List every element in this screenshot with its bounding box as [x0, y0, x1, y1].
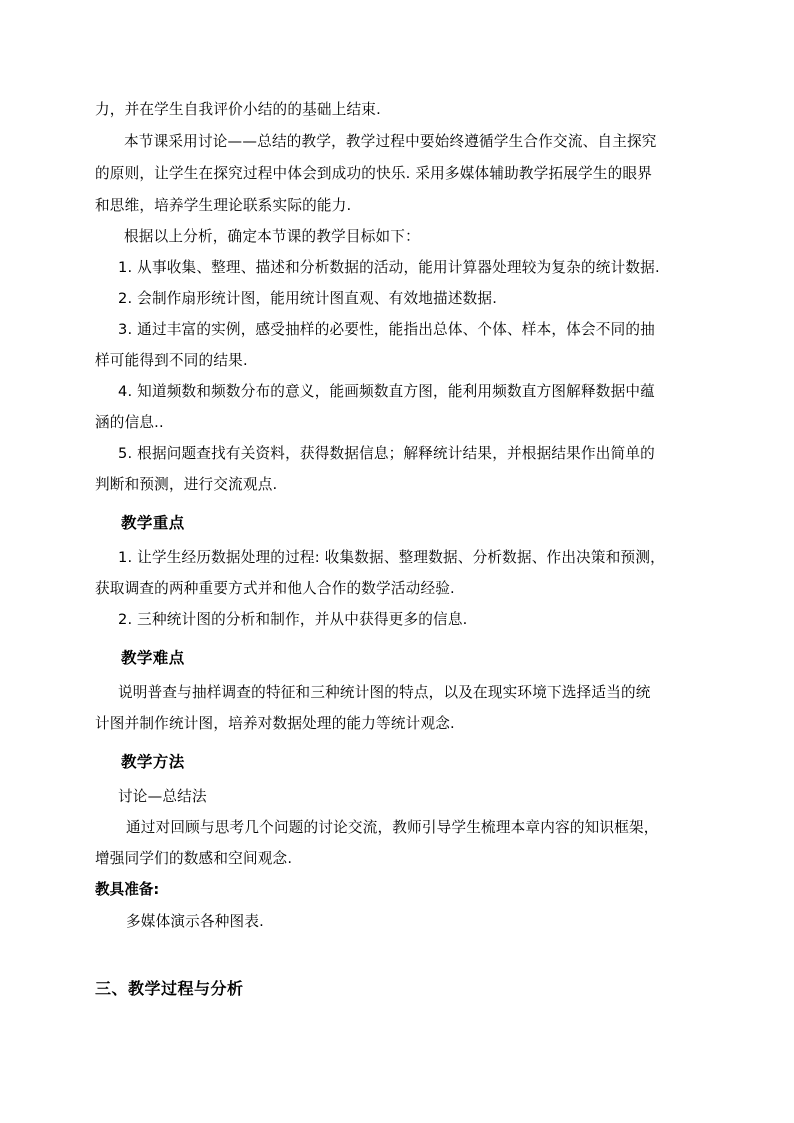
objective-item: 5. 根据问题查找有关资料，获得数据信息；解释统计结果，并根据结果作出简单的	[118, 445, 655, 462]
method-name: 讨论—总结法	[118, 788, 207, 805]
paragraph-line: 的原则，让学生在探究过程中体会到成功的快乐. 采用多媒体辅助教学拓展学生的眼界	[95, 165, 653, 182]
difficulty-line: 计图并制作统计图，培养对数据处理的能力等统计观念.	[95, 715, 455, 732]
key-point-item: 1. 让学生经历数据处理的过程: 收集数据、整理数据、分析数据、作出决策和预测，	[118, 549, 665, 566]
key-point-item-continued: 获取调查的两种重要方式并和他人合作的数学活动经验.	[95, 580, 455, 597]
section-heading: 三、教学过程与分析	[95, 979, 244, 998]
objective-item: 3. 通过丰富的实例，感受抽样的必要性，能指出总体、个体、样本，体会不同的抽	[118, 321, 655, 338]
objective-item: 1. 从事收集、整理、描述和分析数据的活动，能用计算器处理较为复杂的统计数据.	[118, 259, 660, 276]
heading-difficulties: 教学难点	[121, 649, 185, 667]
tools-text: 多媒体演示各种图表.	[126, 913, 264, 930]
heading-methods: 教学方法	[121, 753, 185, 771]
heading-tools: 教具准备:	[95, 881, 160, 898]
objective-item-continued: 判断和预测，进行交流观点.	[95, 476, 278, 493]
objective-item: 2. 会制作扇形统计图，能用统计图直观、有效地描述数据.	[118, 290, 498, 307]
objective-item-continued: 样可能得到不同的结果.	[95, 352, 248, 369]
method-description: 增强同学们的数感和空间观念.	[95, 850, 293, 867]
paragraph-line: 根据以上分析，确定本节课的教学目标如下：	[124, 228, 420, 245]
paragraph-line: 力，并在学生自我评价小结的的基础上结束.	[95, 101, 381, 118]
heading-key-points: 教学重点	[121, 514, 185, 532]
difficulty-line: 说明普查与抽样调查的特征和三种统计图的特点，以及在现实环境下选择适当的统	[118, 684, 651, 701]
paragraph-line: 和思维，培养学生理论联系实际的能力.	[95, 197, 352, 214]
paragraph-line: 本节课采用讨论——总结的教学，教学过程中要始终遵循学生合作交流、自主探究	[124, 133, 657, 150]
objective-item-continued: 涵的信息..	[95, 414, 164, 431]
method-description: 通过对回顾与思考几个问题的讨论交流，教师引导学生梳理本章内容的知识框架，	[126, 819, 659, 836]
objective-item: 4. 知道频数和频数分布的意义，能画频数直方图，能利用频数直方图解释数据中蕴	[118, 383, 655, 400]
key-point-item: 2. 三种统计图的分析和制作，并从中获得更多的信息.	[118, 611, 468, 628]
